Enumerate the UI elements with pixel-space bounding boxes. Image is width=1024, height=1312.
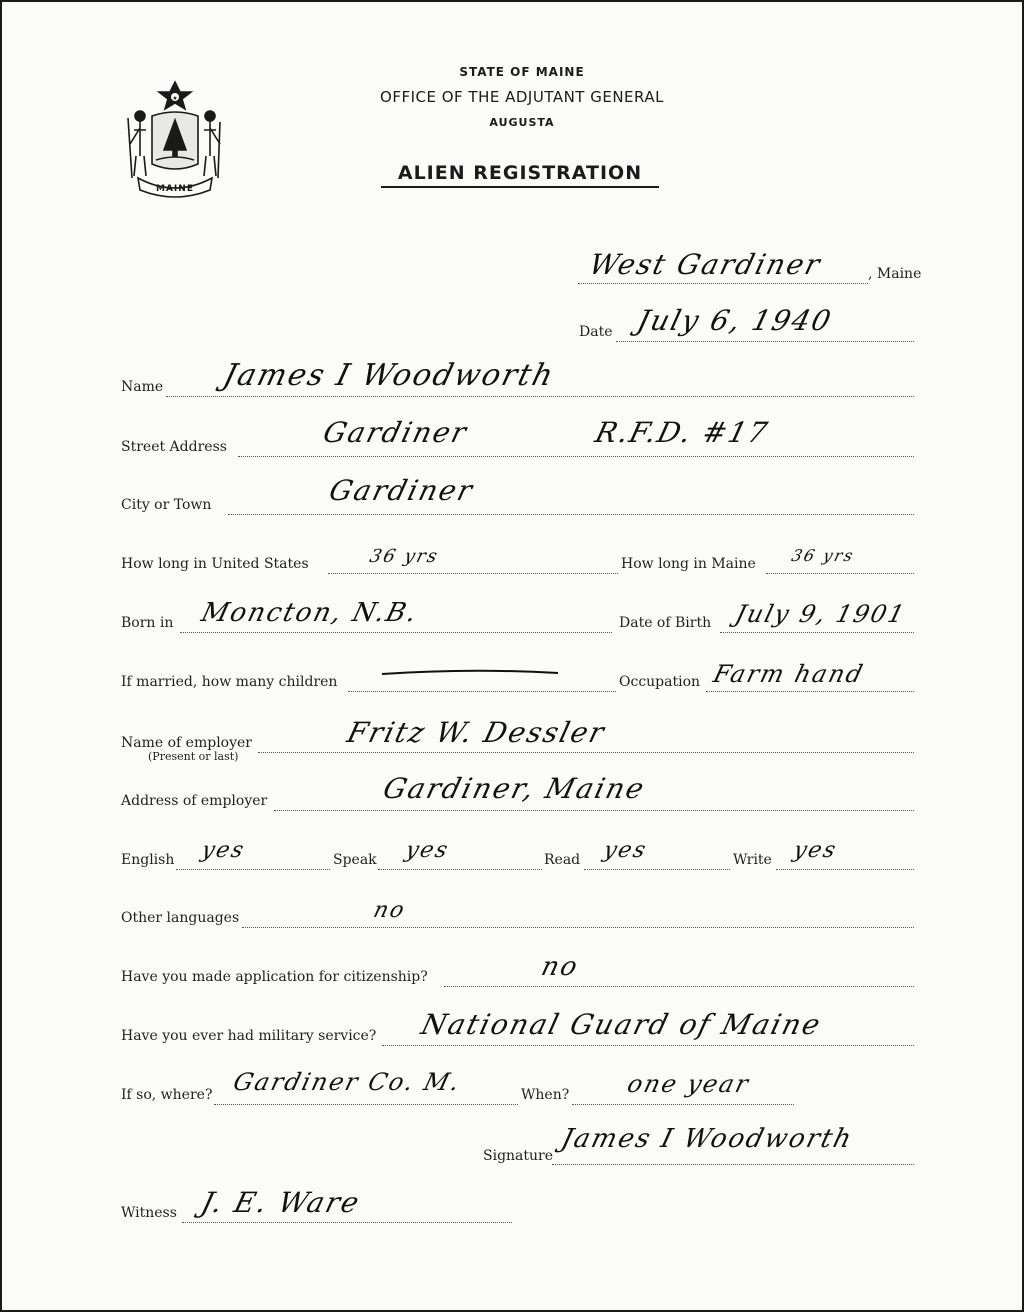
english-value: yes <box>198 838 248 863</box>
place-value: West Gardiner <box>585 248 826 281</box>
citizenship-value: no <box>538 952 583 982</box>
where-label: If so, where? <box>121 1087 213 1103</box>
svg-text:★: ★ <box>172 95 178 102</box>
other-languages-line <box>242 927 914 928</box>
how-long-maine-label: How long in Maine <box>621 556 756 572</box>
state-heading: STATE OF MAINE <box>459 65 585 79</box>
name-line <box>166 396 914 397</box>
speak-value: yes <box>402 838 452 863</box>
other-languages-label: Other languages <box>121 910 240 926</box>
other-languages-value: no <box>370 898 409 923</box>
date-value: July 6, 1940 <box>633 304 836 337</box>
street-address-value: Gardiner <box>319 416 472 449</box>
where-line <box>214 1104 518 1105</box>
english-line <box>176 869 330 870</box>
read-value: yes <box>600 838 650 863</box>
date-label: Date <box>579 324 613 340</box>
occupation-value: Farm hand <box>710 660 868 688</box>
occupation-line <box>706 691 914 692</box>
date-of-birth-label: Date of Birth <box>619 615 712 631</box>
how-long-us-label: How long in United States <box>121 556 309 572</box>
born-in-line <box>180 632 612 633</box>
witness-value: J. E. Ware <box>197 1186 365 1219</box>
read-line <box>584 869 730 870</box>
when-line <box>572 1104 794 1105</box>
office-heading: OFFICE OF THE ADJUTANT GENERAL <box>380 88 664 106</box>
city-town-value: Gardiner <box>325 474 478 507</box>
street-address-line <box>238 456 914 457</box>
where-value: Gardiner Co. M. <box>230 1068 465 1096</box>
signature-value: James I Woodworth <box>558 1124 857 1154</box>
name-value: James I Woodworth <box>219 358 559 393</box>
speak-line <box>378 869 542 870</box>
children-line <box>348 691 616 692</box>
employer-address-line <box>274 810 914 811</box>
city-town-label: City or Town <box>121 497 212 513</box>
read-label: Read <box>544 852 581 868</box>
street-address-rfd: R.F.D. #17 <box>591 416 773 449</box>
citizenship-line <box>444 986 914 987</box>
when-value: one year <box>624 1070 753 1098</box>
speak-label: Speak <box>333 852 377 868</box>
children-label: If married, how many children <box>121 674 338 690</box>
employer-value: Fritz W. Dessler <box>343 716 610 749</box>
date-of-birth-value: July 9, 1901 <box>732 600 910 628</box>
employer-line <box>258 752 914 753</box>
employer-sublabel: (Present or last) <box>148 750 239 763</box>
military-line <box>382 1045 914 1046</box>
date-line <box>616 341 914 342</box>
employer-address-label: Address of employer <box>121 793 268 809</box>
citizenship-label: Have you made application for citizenship? <box>121 969 428 985</box>
svg-text:MAINE: MAINE <box>156 184 194 194</box>
write-line <box>776 869 914 870</box>
employer-address-value: Gardiner, Maine <box>379 772 650 805</box>
place-label: , Maine <box>868 266 922 282</box>
witness-line <box>182 1222 512 1223</box>
signature-label: Signature <box>483 1148 554 1164</box>
how-long-us-value: 36 yrs <box>367 546 442 567</box>
city-town-line <box>228 514 914 515</box>
city-heading: AUGUSTA <box>489 116 555 129</box>
occupation-label: Occupation <box>619 674 701 690</box>
place-line <box>578 283 868 284</box>
street-address-label: Street Address <box>121 439 227 455</box>
write-label: Write <box>733 852 772 868</box>
employer-label: Name of employer <box>121 735 252 751</box>
military-value: National Guard of Maine <box>417 1008 826 1041</box>
date-of-birth-line <box>720 632 914 633</box>
children-dash-mark <box>380 666 560 680</box>
how-long-maine-line <box>766 573 914 574</box>
write-value: yes <box>790 838 840 863</box>
military-label: Have you ever had military service? <box>121 1028 377 1044</box>
born-in-label: Born in <box>121 615 174 631</box>
when-label: When? <box>521 1087 570 1103</box>
how-long-us-line <box>328 573 618 574</box>
name-label: Name <box>121 379 164 395</box>
how-long-maine-value: 36 yrs <box>789 546 857 565</box>
maine-state-seal <box>124 78 226 200</box>
signature-line <box>552 1164 914 1165</box>
form-title: ALIEN REGISTRATION <box>381 162 659 188</box>
born-in-value: Moncton, N.B. <box>198 598 422 628</box>
witness-label: Witness <box>121 1205 177 1221</box>
english-label: English <box>121 852 175 868</box>
